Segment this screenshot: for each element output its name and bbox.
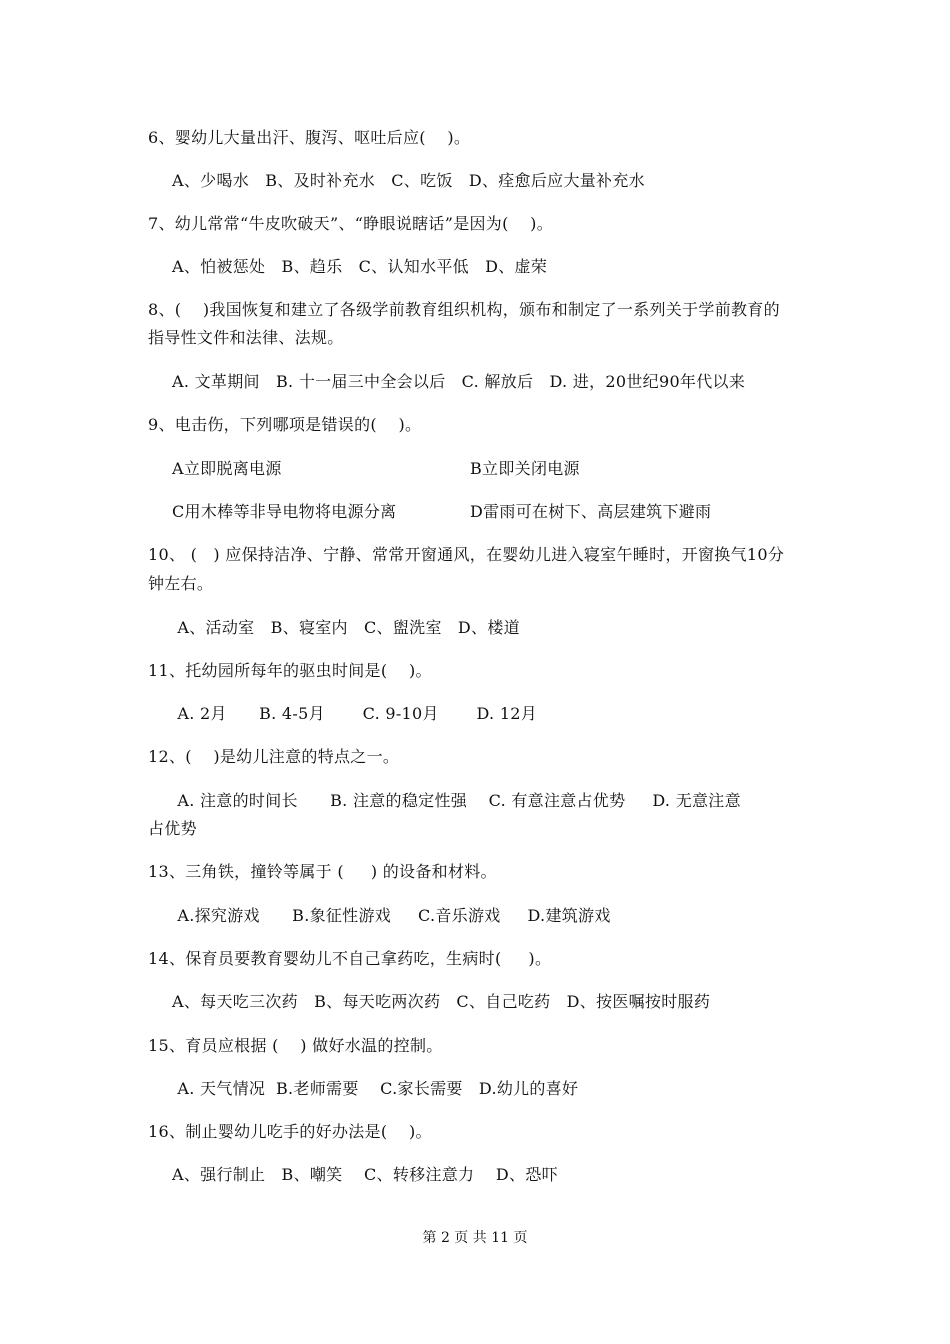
question-12-options: A. 注意的时间长 B. 注意的稳定性强 C. 有意注意占优势 D. 无意注意 xyxy=(172,791,741,810)
question-9-option-d: D雷雨可在树下、高层建筑下避雨 xyxy=(470,502,712,521)
question-11-options: A. 2月 B. 4-5月 C. 9-10月 D. 12月 xyxy=(172,704,538,723)
question-14-options: A、每天吃三次药 B、每天吃两次药 C、自己吃药 D、按医嘱按时服药 xyxy=(172,992,711,1011)
question-15-options: A. 天气情况 B.老师需要 C.家长需要 D.幼儿的喜好 xyxy=(172,1079,579,1098)
question-9-stem: 9、电击伤，下列哪项是错误的( )。 xyxy=(148,415,422,434)
question-8-stem-continued: 指导性文件和法律、法规。 xyxy=(148,328,344,347)
question-7-stem: 7、幼儿常常“牛皮吹破天”、“睁眼说瞎话”是因为( )。 xyxy=(148,214,554,233)
question-10-options: A、活动室 B、寝室内 C、盥洗室 D、楼道 xyxy=(172,618,520,637)
question-10-stem-continued: 钟左右。 xyxy=(148,574,214,593)
question-12-options-continued: 占优势 xyxy=(148,819,197,838)
question-9-option-a: A立即脱离电源 xyxy=(172,459,282,478)
question-16-options: A、强行制止 B、嘲笑 C、转移注意力 D、恐吓 xyxy=(172,1165,558,1184)
question-8-stem: 8、( )我国恢复和建立了各级学前教育组织机构，颁布和制定了一系列关于学前教育的 xyxy=(148,300,780,319)
question-11-stem: 11、托幼园所每年的驱虫时间是( )。 xyxy=(148,661,432,680)
question-15-stem: 15、育员应根据 ( ) 做好水温的控制。 xyxy=(148,1036,443,1055)
page-footer: 第 2 页 共 11 页 xyxy=(422,1230,528,1246)
question-6-stem: 6、婴幼儿大量出汗、腹泻、呕吐后应( )。 xyxy=(148,128,471,147)
question-13-options: A.探究游戏 B.象征性游戏 C.音乐游戏 D.建筑游戏 xyxy=(172,906,611,925)
question-14-stem: 14、保育员要教育婴幼儿不自己拿药吃，生病时( )。 xyxy=(148,949,552,968)
question-6-options: A、少喝水 B、及时补充水 C、吃饭 D、痊愈后应大量补充水 xyxy=(172,171,645,190)
question-7-options: A、怕被惩处 B、趋乐 C、认知水平低 D、虚荣 xyxy=(172,257,548,276)
question-9-option-c: C用木棒等非导电物将电源分离 xyxy=(172,502,397,521)
question-16-stem: 16、制止婴幼儿吃手的好办法是( )。 xyxy=(148,1122,432,1141)
question-9-option-b: B立即关闭电源 xyxy=(470,459,580,478)
question-12-stem: 12、( )是幼儿注意的特点之一。 xyxy=(148,747,400,766)
question-13-stem: 13、三角铁，撞铃等属于 ( ) 的设备和材料。 xyxy=(148,862,497,881)
question-8-options: A. 文革期间 B. 十一届三中全会以后 C. 解放后 D. 进，20世纪90年代以来 xyxy=(172,372,746,391)
question-10-stem: 10、 ( ) 应保持洁净、宁静、常常开窗通风，在婴幼儿进入寝室午睡时，开窗换气10分 xyxy=(148,545,785,564)
